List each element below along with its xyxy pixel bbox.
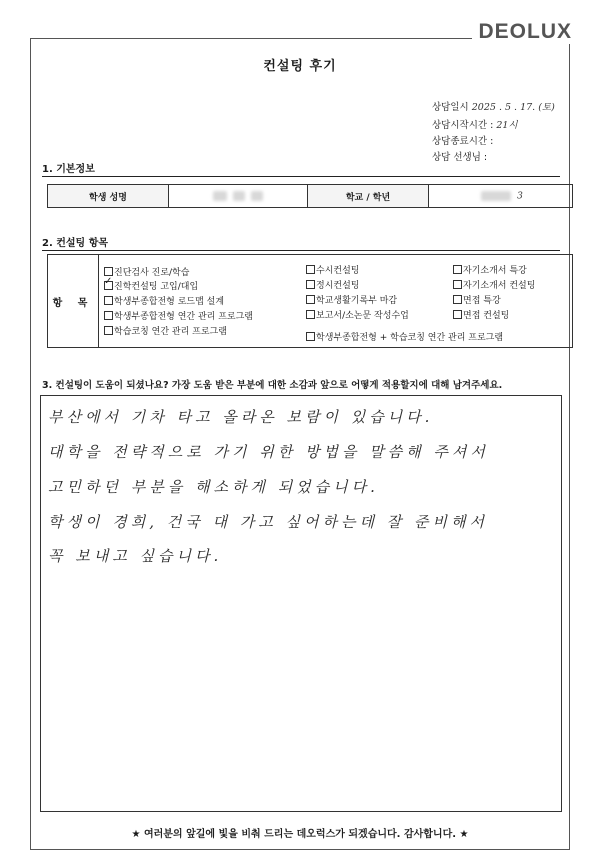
school-grade-label: 학교 / 학년	[308, 185, 429, 208]
answer-line: 학생이 경희, 건국 대 가고 싶어하는데 잘 준비해서	[48, 513, 488, 531]
section2-heading: 2. 컨설팅 항목	[42, 238, 109, 249]
school-grade-value	[429, 185, 573, 208]
section3-question: 3. 컨설팅이 도움이 되셨나요? 가장 도움 받은 부분에 대한 소감과 앞으로 어떻게 적용할지에 대해 남겨주세요.	[42, 380, 503, 391]
section1-rule	[42, 176, 560, 177]
option-item[interactable]: 학습코칭 연간 관리 프로그램	[104, 324, 227, 337]
end-label: 상담종료시간 :	[432, 136, 494, 147]
meta-date	[432, 99, 555, 113]
answer-line: 꼭 보내고 싶습니다.	[48, 547, 223, 565]
answer-line: 부산에서 기차 타고 올라온 보람이 있습니다.	[48, 408, 434, 426]
checkbox[interactable]	[306, 280, 315, 289]
checkbox[interactable]	[306, 332, 315, 341]
date-value: 2025 . 5 . 17. (토)	[471, 102, 555, 113]
date-label: 상담일시	[432, 102, 469, 113]
student-name-value	[169, 185, 308, 208]
footer-message: ★ 여러분의 앞길에 빛을 비춰 드리는 데오럭스가 되겠습니다. 감사합니다. ★	[131, 829, 469, 840]
teacher-label: 상담 선생님 :	[432, 152, 488, 163]
option-item[interactable]: ✓진학컨설팅 고입/대입	[104, 279, 198, 292]
grade-value: 3	[517, 191, 523, 202]
option-item[interactable]: 학생부종합전형 연간 관리 프로그램	[104, 309, 253, 322]
option-item[interactable]: 자기소개서 특강	[453, 263, 527, 276]
basic-info-table	[47, 184, 573, 208]
checkbox-checked[interactable]	[104, 281, 113, 290]
redacted-mark	[213, 191, 227, 201]
answer-line: 대학을 전략적으로 가기 위한 방법을 말씀해 주셔서	[48, 443, 489, 461]
start-label: 상담시작시간 :	[432, 120, 494, 131]
checkbox[interactable]	[104, 326, 113, 335]
items-row-label: 항 목	[48, 255, 99, 347]
start-value: 21시	[496, 120, 518, 131]
option-item[interactable]: 면접 특강	[453, 293, 501, 306]
checkbox[interactable]	[104, 311, 113, 320]
option-item[interactable]: 진단검사 진로/학습	[104, 265, 189, 278]
checkbox[interactable]	[453, 265, 462, 274]
checkbox[interactable]	[453, 295, 462, 304]
option-item[interactable]: 학교생활기록부 마감	[306, 293, 397, 306]
checkbox[interactable]	[453, 280, 462, 289]
consulting-items-box	[47, 254, 573, 348]
checkbox[interactable]	[306, 310, 315, 319]
checkbox[interactable]	[306, 265, 315, 274]
option-item[interactable]: 수시컨설팅	[306, 263, 359, 276]
checkbox[interactable]	[453, 310, 462, 319]
option-item[interactable]: 보고서/소논문 작성수업	[306, 308, 409, 321]
answer-line: 고민하던 부분을 해소하게 되었습니다.	[48, 478, 379, 496]
option-item[interactable]: 학생부종합전형 로드맵 설계	[104, 294, 224, 307]
page-title: 컨설팅 후기	[263, 59, 337, 74]
option-item[interactable]: 학생부종합전형 + 학습코칭 연간 관리 프로그램	[306, 330, 503, 343]
checkbox[interactable]	[104, 296, 113, 305]
section1-heading: 1. 기본정보	[42, 164, 95, 175]
redacted-mark	[481, 191, 511, 201]
section2-rule	[42, 250, 560, 251]
option-item[interactable]: 면접 컨설팅	[453, 308, 509, 321]
meta-end	[432, 133, 493, 147]
checkbox[interactable]	[104, 267, 113, 276]
option-item[interactable]: 정시컨설팅	[306, 278, 359, 291]
redacted-mark	[251, 191, 263, 201]
meta-start	[432, 117, 518, 131]
meta-teacher	[432, 149, 487, 163]
redacted-mark	[233, 191, 245, 201]
checkbox[interactable]	[306, 295, 315, 304]
student-name-label: 학생 성명	[48, 185, 169, 208]
option-item[interactable]: 자기소개서 컨설팅	[453, 278, 535, 291]
deolux-logo: DEOLUX	[472, 20, 578, 44]
